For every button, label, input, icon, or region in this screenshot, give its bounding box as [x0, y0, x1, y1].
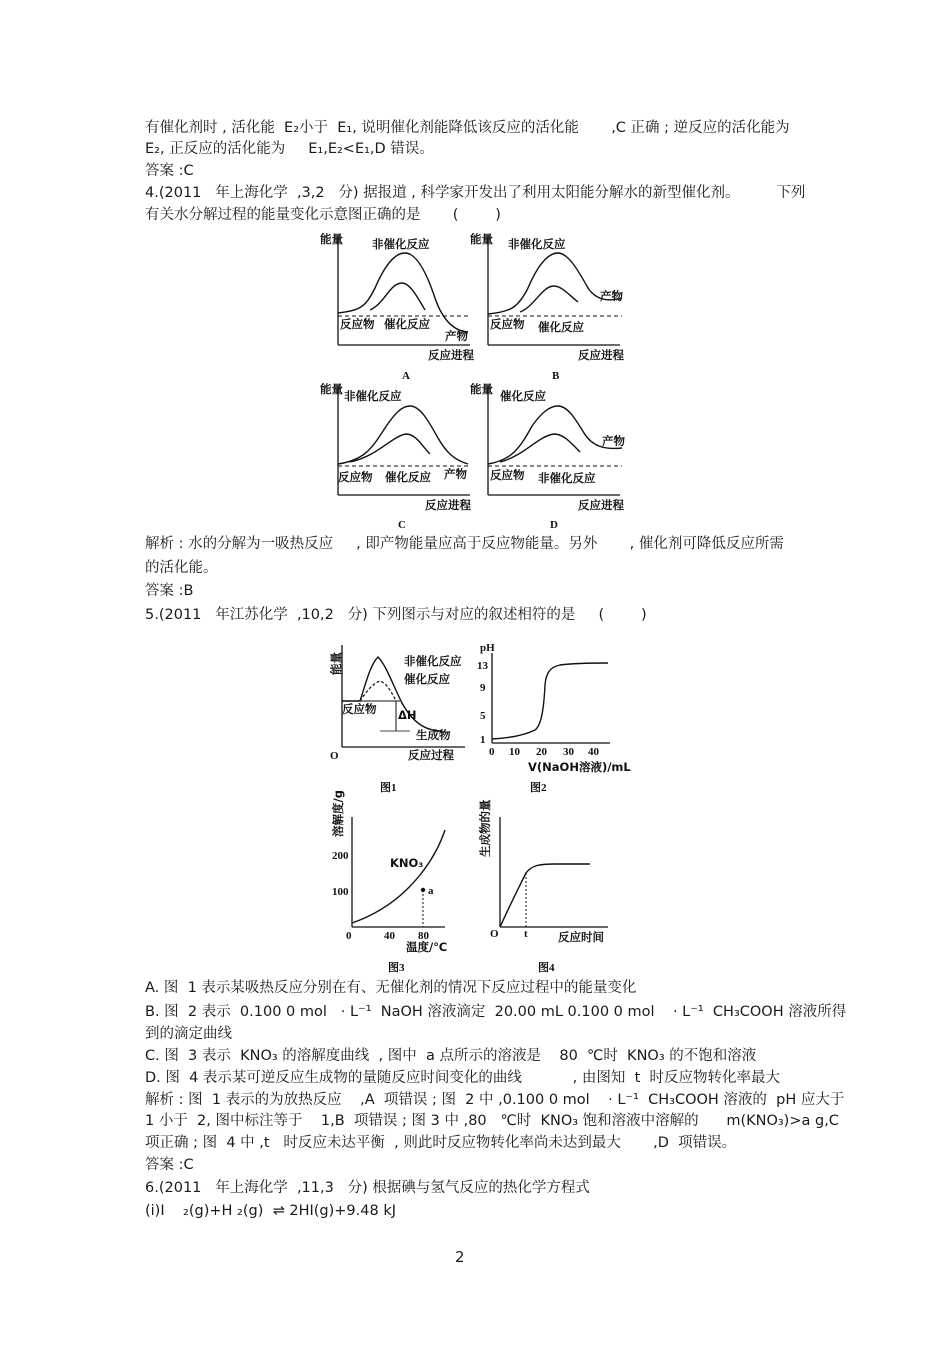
- svg-text:反应物: 反应物: [490, 468, 525, 482]
- svg-text:产物: 产物: [602, 434, 625, 448]
- svg-text:能量: 能量: [470, 382, 493, 396]
- q4a-energy-1: 能量: [320, 232, 343, 246]
- svg-text:A: A: [402, 370, 410, 382]
- q5-figure-group: [320, 635, 631, 975]
- svg-text:40: 40: [588, 746, 599, 758]
- svg-text:O: O: [490, 928, 499, 940]
- svg-text:反应进程: 反应进程: [578, 348, 624, 362]
- q4-graph-c: [320, 382, 471, 531]
- svg-text:反应过程: 反应过程: [408, 748, 454, 762]
- svg-text:反应进程: 反应进程: [425, 498, 471, 512]
- svg-text:非催化反应: 非催化反应: [344, 389, 402, 403]
- q4-graph-d: [470, 382, 625, 531]
- q4-graph-a: [320, 232, 474, 382]
- svg-text:产物: 产物: [444, 467, 467, 481]
- svg-text:催化反应: 催化反应: [500, 389, 546, 403]
- svg-text:催化反应: 催化反应: [404, 672, 450, 686]
- svg-text:a: a: [428, 885, 434, 897]
- svg-text:反应物: 反应物: [338, 470, 373, 484]
- svg-text:能量: 能量: [470, 232, 493, 246]
- svg-text:5: 5: [480, 710, 486, 722]
- option-b-cont: 到的滴定曲线: [145, 1026, 232, 1042]
- svg-text:反应进程: 反应进程: [578, 498, 624, 512]
- svg-text:催化反应: 催化反应: [538, 320, 584, 334]
- svg-text:KNO₃: KNO₃: [390, 856, 424, 870]
- text-line: 有催化剂时 , 活化能 E₂小于 E₁, 说明催化剂能降低该反应的活化能 ,C 正确 ; 逆反应的活化能为: [145, 120, 790, 136]
- svg-text:0: 0: [489, 746, 495, 758]
- option-d: D. 图 4 表示某可逆反应生成物的量随反应时间变化的曲线 , 由图知 t 时反应物转化率最大: [145, 1070, 780, 1086]
- svg-text:0: 0: [346, 930, 352, 942]
- svg-text:图2: 图2: [530, 782, 547, 794]
- analysis-line: 的活化能。: [145, 560, 218, 576]
- svg-text:反应物: 反应物: [340, 317, 375, 331]
- svg-text:O: O: [330, 750, 339, 762]
- answer-line: 答案 :B: [145, 583, 194, 599]
- analysis-line: 项正确 ; 图 4 中 ,t 时反应未达平衡 , 则此时反应物转化率尚未达到最大 ,D 项错误。: [145, 1135, 737, 1151]
- q5-fig3: [331, 790, 447, 974]
- q5-fig4: [478, 799, 608, 974]
- svg-text:30: 30: [563, 746, 574, 758]
- svg-text:非催化反应: 非催化反应: [404, 654, 462, 668]
- svg-text:反应进程: 反应进程: [428, 348, 474, 362]
- svg-text:D: D: [550, 519, 558, 531]
- analysis-line: 解析 : 图 1 表示的为放热反应 ,A 项错误 ; 图 2 中 ,0.100 0 mol · L⁻¹ CH₃COOH 溶液的 pH 应大于: [145, 1092, 845, 1108]
- analysis-line: 1 小于 2, 图中标注等于 1,B 项错误 ; 图 3 中 ,80 ℃时 KNO₃ 饱和溶液中溶解的 m(KNO₃)>a g,C: [145, 1113, 839, 1129]
- svg-text:40: 40: [384, 930, 395, 942]
- q4-figure-group: [310, 228, 630, 531]
- svg-text:B: B: [552, 370, 560, 382]
- svg-text:非催化反应: 非催化反应: [508, 237, 566, 251]
- svg-text:产物: 产物: [445, 329, 468, 343]
- svg-text:能量: 能量: [329, 652, 343, 675]
- option-a: A. 图 1 表示某吸热反应分别在有、无催化剂的情况下反应过程中的能量变化: [145, 980, 637, 996]
- svg-text:图3: 图3: [388, 962, 405, 974]
- page-number: 2: [455, 1248, 465, 1266]
- svg-text:200: 200: [332, 850, 349, 862]
- svg-text:10: 10: [509, 746, 520, 758]
- analysis-line: 解析 : 水的分解为一吸热反应 , 即产物能量应高于反应物能量。另外 , 催化剂可降低反应所需: [145, 536, 784, 552]
- q4-graph-b: [470, 232, 624, 382]
- option-c: C. 图 3 表示 KNO₃ 的溶解度曲线 , 图中 a 点所示的溶液是 80 ℃时 KNO₃ 的不饱和溶液: [145, 1048, 757, 1064]
- svg-text:9: 9: [480, 682, 486, 694]
- svg-text:100: 100: [332, 886, 349, 898]
- svg-text:C: C: [398, 519, 406, 531]
- answer-line: 答案 :C: [145, 163, 194, 179]
- q5-fig1: [329, 645, 465, 794]
- question-5-title: 5.(2011 年江苏化学 ,10,2 分) 下列图示与对应的叙述相符的是 ( ): [145, 607, 647, 623]
- svg-text:ΔH: ΔH: [398, 708, 417, 722]
- svg-text:t: t: [524, 928, 528, 940]
- svg-text:80: 80: [418, 930, 429, 942]
- question-4-stem: 有关水分解过程的能量变化示意图正确的是 ( ): [145, 207, 501, 223]
- svg-text:生成物: 生成物: [416, 728, 451, 742]
- option-b: B. 图 2 表示 0.100 0 mol · L⁻¹ NaOH 溶液滴定 20.00 mL 0.100 0 mol · L⁻¹ CH₃COOH 溶液所得: [145, 1004, 847, 1020]
- svg-text:生成物的量: 生成物的量: [478, 799, 492, 857]
- svg-text:20: 20: [536, 746, 547, 758]
- svg-text:图4: 图4: [538, 962, 555, 974]
- svg-text:反应物: 反应物: [342, 702, 377, 716]
- question-6-title: 6.(2011 年上海化学 ,11,3 分) 根据碘与氢气反应的热化学方程式: [145, 1180, 590, 1196]
- svg-text:催化反应: 催化反应: [385, 470, 431, 484]
- svg-text:能量: 能量: [320, 382, 343, 396]
- equation-line: (i)I ₂(g)+H ₂(g) ⇌ 2HI(g)+9.48 kJ: [145, 1203, 396, 1219]
- svg-text:pH: pH: [480, 642, 495, 654]
- answer-line: 答案 :C: [145, 1157, 194, 1173]
- text-line: E₂, 正反应的活化能为 E₁,E₂<E₁,D 错误。: [145, 141, 434, 157]
- svg-text:13: 13: [477, 660, 488, 672]
- svg-text:非催化反应: 非催化反应: [538, 471, 596, 485]
- svg-text:反应时间: 反应时间: [558, 930, 604, 944]
- svg-text:溶解度/g: 溶解度/g: [331, 790, 345, 837]
- svg-text:非催化反应: 非催化反应: [372, 237, 430, 251]
- svg-text:1: 1: [480, 734, 486, 746]
- svg-text:产物: 产物: [600, 289, 623, 303]
- svg-text:V(NaOH溶液)/mL: V(NaOH溶液)/mL: [528, 760, 631, 774]
- svg-text:图1: 图1: [380, 782, 397, 794]
- question-4-title: 4.(2011 年上海化学 ,3,2 分) 据报道 , 科学家开发出了利用太阳能分解水的新型催化剂。 下列: [145, 185, 806, 201]
- svg-text:反应物: 反应物: [490, 317, 525, 331]
- svg-text:催化反应: 催化反应: [384, 317, 430, 331]
- svg-text:温度/℃: 温度/℃: [406, 940, 448, 954]
- q5-fig2: [477, 642, 631, 794]
